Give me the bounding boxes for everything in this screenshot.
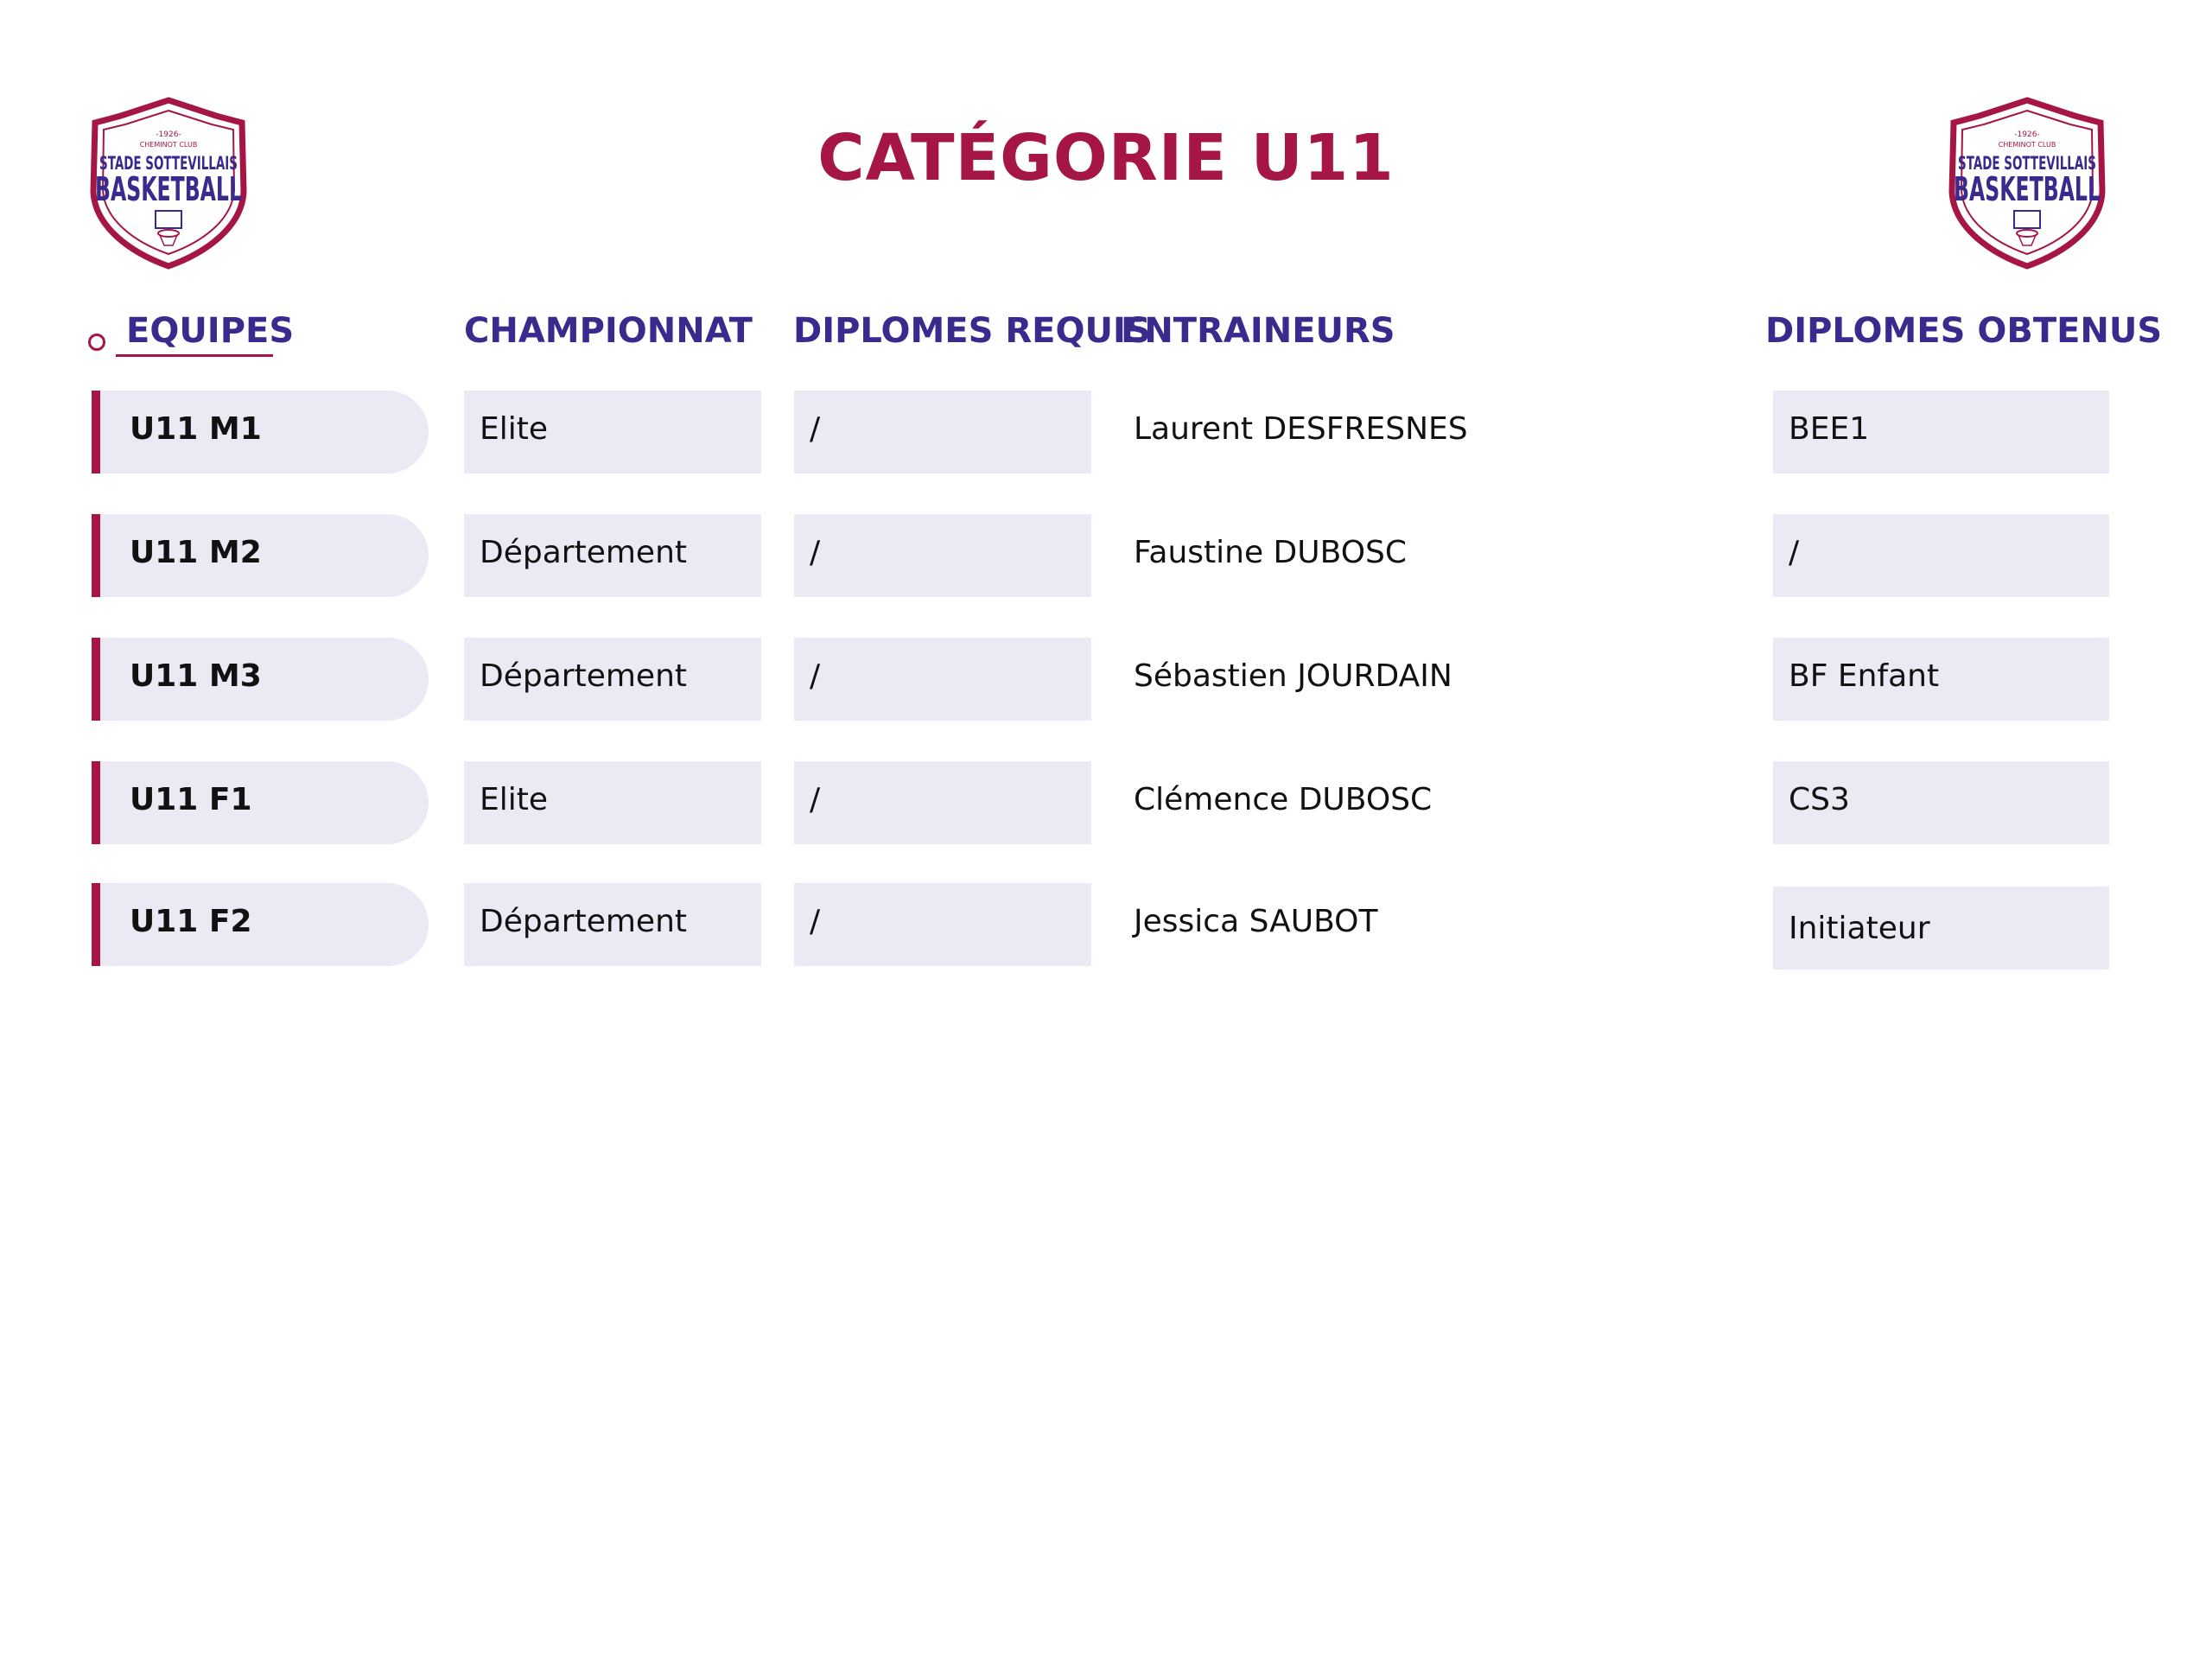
diplome-obtenu-value: Initiateur [1789, 911, 1930, 946]
diplome-requis-cell [794, 638, 1091, 721]
header-equipes: EQUIPES [126, 311, 295, 351]
championnat-cell [464, 883, 761, 966]
diplome-obtenu-cell [1773, 887, 2109, 969]
table-row [0, 391, 2212, 474]
diplome-obtenu-cell [1773, 638, 2109, 721]
diplome-requis-value: / [810, 535, 821, 570]
header-championnat: CHAMPIONNAT [464, 311, 753, 351]
diplome-obtenu-value: / [1789, 535, 1800, 570]
bullet-icon [88, 334, 105, 351]
diplome-requis-value: / [810, 782, 821, 817]
header-entraineurs: ENTRAINEURS [1121, 311, 1395, 351]
team-badge [92, 638, 429, 721]
diplome-requis-cell [794, 761, 1091, 844]
svg-text:BASKETBALL: BASKETBALL [95, 170, 242, 208]
championnat-cell [464, 391, 761, 474]
diplome-requis-cell [794, 514, 1091, 597]
championnat-value: Département [480, 904, 687, 939]
championnat-cell [464, 761, 761, 844]
diplome-obtenu-cell [1773, 514, 2109, 597]
championnat-value: Département [480, 658, 687, 694]
championnat-value: Elite [480, 411, 549, 447]
diplome-requis-value: / [810, 904, 821, 939]
championnat-value: Elite [480, 782, 549, 817]
svg-text:CHEMINOT CLUB: CHEMINOT CLUB [1998, 141, 2056, 149]
page-title: CATÉGORIE U11 [817, 121, 1395, 195]
championnat-cell [464, 514, 761, 597]
championnat-value: Département [480, 535, 687, 570]
entraineur-name: Clémence DUBOSC [1134, 782, 1433, 817]
table-row [0, 638, 2212, 721]
diplome-requis-cell [794, 883, 1091, 966]
team-badge [92, 391, 429, 474]
entraineur-name: Laurent DESFRESNES [1134, 411, 1468, 447]
svg-text:-1926-: -1926- [2014, 130, 2040, 139]
championnat-cell [464, 638, 761, 721]
svg-text:BASKETBALL: BASKETBALL [1954, 170, 2101, 208]
table-row [0, 514, 2212, 597]
header-underline [116, 354, 273, 357]
diplome-obtenu-cell [1773, 761, 2109, 844]
diplome-obtenu-value: CS3 [1789, 782, 1850, 817]
table-row [0, 761, 2212, 844]
svg-text:STADE SOTTEVILLAIS: STADE SOTTEVILLAIS [1958, 153, 2096, 174]
team-name: U11 M2 [130, 535, 262, 570]
table-row [0, 883, 2212, 966]
diplome-requis-value: / [810, 411, 821, 447]
diplome-obtenu-value: BF Enfant [1789, 658, 1940, 694]
team-badge [92, 514, 429, 597]
header-diplomes-obtenus: DIPLOMES OBTENUS [1765, 311, 2163, 351]
team-name: U11 F1 [130, 782, 252, 817]
team-badge [92, 883, 429, 966]
diplome-obtenu-value: BEE1 [1789, 411, 1870, 447]
diplome-obtenu-cell [1773, 391, 2109, 474]
svg-text:-1926-: -1926- [156, 130, 181, 139]
diplome-requis-value: / [810, 658, 821, 694]
svg-text:CHEMINOT CLUB: CHEMINOT CLUB [139, 141, 198, 149]
team-name: U11 M3 [130, 658, 262, 694]
team-name: U11 F2 [130, 904, 252, 939]
header-diplomes-requis: DIPLOMES REQUIS [793, 311, 1151, 351]
team-badge [92, 761, 429, 844]
entraineur-name: Sébastien JOURDAIN [1134, 658, 1452, 694]
diplome-requis-cell [794, 391, 1091, 474]
team-name: U11 M1 [130, 411, 262, 447]
entraineur-name: Jessica SAUBOT [1134, 904, 1378, 939]
svg-text:STADE SOTTEVILLAIS: STADE SOTTEVILLAIS [99, 153, 238, 174]
entraineur-name: Faustine DUBOSC [1134, 535, 1408, 570]
